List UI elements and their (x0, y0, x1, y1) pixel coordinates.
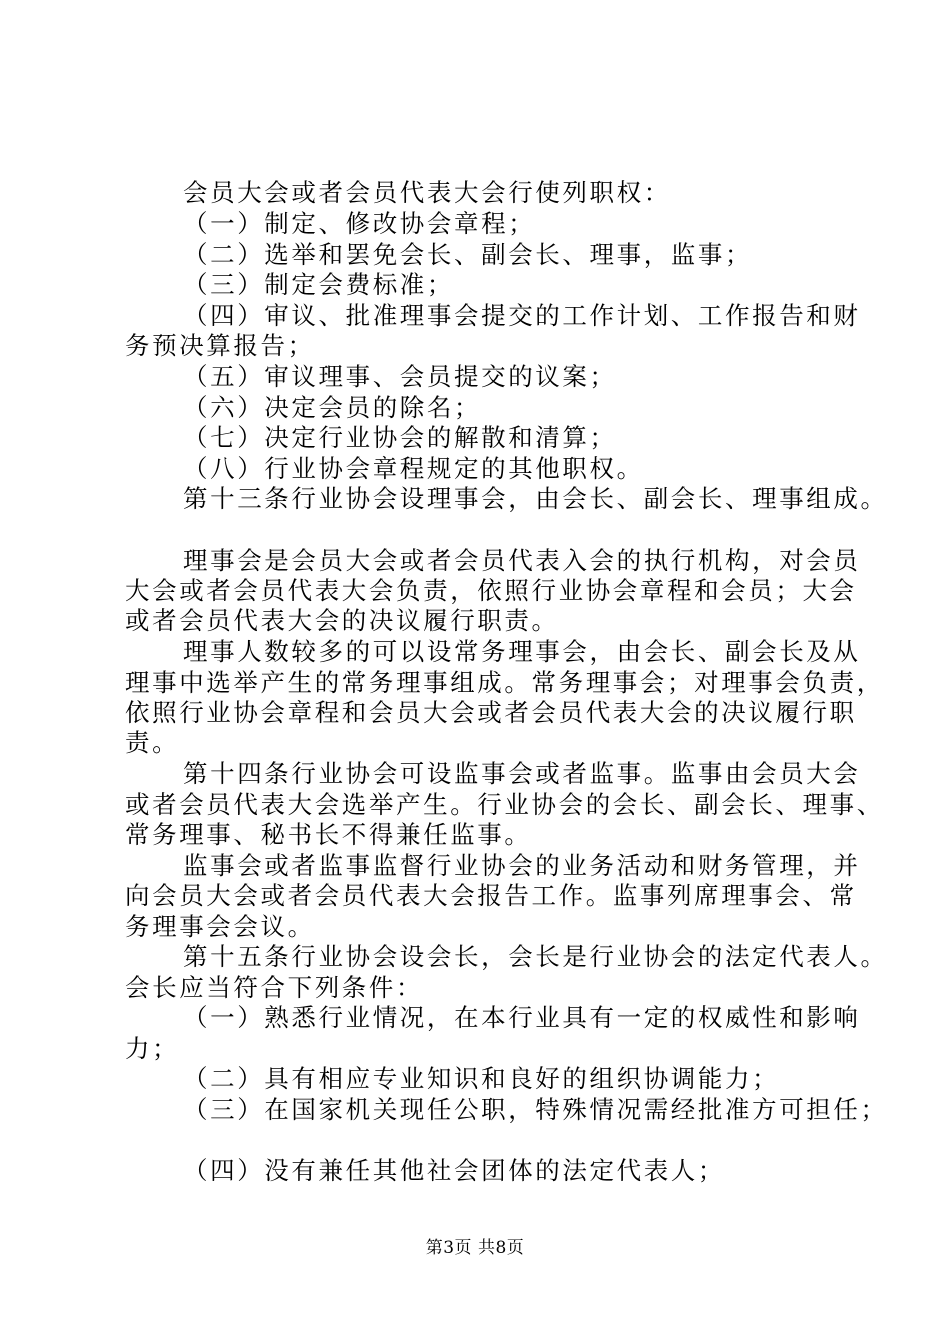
text-line: 大会或者会员代表大会负责，依照行业协会章程和会员；大会 (125, 576, 857, 605)
text-line: 理事会是会员大会或者会员代表入会的执行机构，对会员 (183, 546, 861, 575)
text-line: （八）行业协会章程规定的其他职权。 (183, 454, 644, 483)
text-line: 务预决算报告； (125, 331, 315, 360)
text-line: 依照行业协会章程和会员大会或者会员代表大会的决议履行职 (125, 698, 857, 727)
text-line: 理事中选举产生的常务理事组成。常务理事会；对理事会负责， (125, 668, 884, 697)
text-line: 第十三条行业协会设理事会，由会长、副会长、理事组成。 (183, 484, 888, 513)
text-line: 力； (125, 1034, 180, 1063)
text-line: （三）在国家机关现任公职，特殊情况需经批准方可担任； (183, 1095, 888, 1124)
text-line: （七）决定行业协会的解散和清算； (183, 423, 617, 452)
text-line: （二）具有相应专业知识和良好的组织协调能力； (183, 1064, 780, 1093)
text-line: 务理事会会议。 (125, 912, 315, 941)
text-line: 向会员大会或者会员代表大会报告工作。监事列席理事会、常 (125, 881, 857, 910)
text-line: 责。 (125, 728, 180, 757)
text-line: 监事会或者监事监督行业协会的业务活动和财务管理，并 (183, 851, 861, 880)
text-line: 或者会员代表大会的决议履行职责。 (125, 606, 559, 635)
text-line: 第十五条行业协会设会长，会长是行业协会的法定代表人。 (183, 942, 888, 971)
text-line: （四）审议、批准理事会提交的工作计划、工作报告和财 (183, 301, 861, 330)
text-line: 会员大会或者会员代表大会行使列职权： (183, 178, 671, 207)
text-line: （一）制定、修改协会章程； (183, 209, 536, 238)
text-line: 第十四条行业协会可设监事会或者监事。监事由会员大会 (183, 759, 861, 788)
text-line: （四）没有兼任其他社会团体的法定代表人； (183, 1156, 725, 1185)
text-line: （五）审议理事、会员提交的议案； (183, 362, 617, 391)
text-line: （二）选举和罢免会长、副会长、理事，监事； (183, 240, 753, 269)
text-line: （六）决定会员的除名； (183, 393, 482, 422)
page-footer: 第3页 共8页 (425, 1238, 525, 1258)
text-line: 常务理事、秘书长不得兼任监事。 (125, 820, 532, 849)
text-line: 理事人数较多的可以设常务理事会，由会长、副会长及从 (183, 637, 861, 666)
text-line: 或者会员代表大会选举产生。行业协会的会长、副会长、理事、 (125, 790, 884, 819)
text-line: （三）制定会费标准； (183, 270, 454, 299)
text-line: （一）熟悉行业情况，在本行业具有一定的权威性和影响 (183, 1003, 861, 1032)
text-line: 会长应当符合下列条件： (125, 973, 424, 1002)
